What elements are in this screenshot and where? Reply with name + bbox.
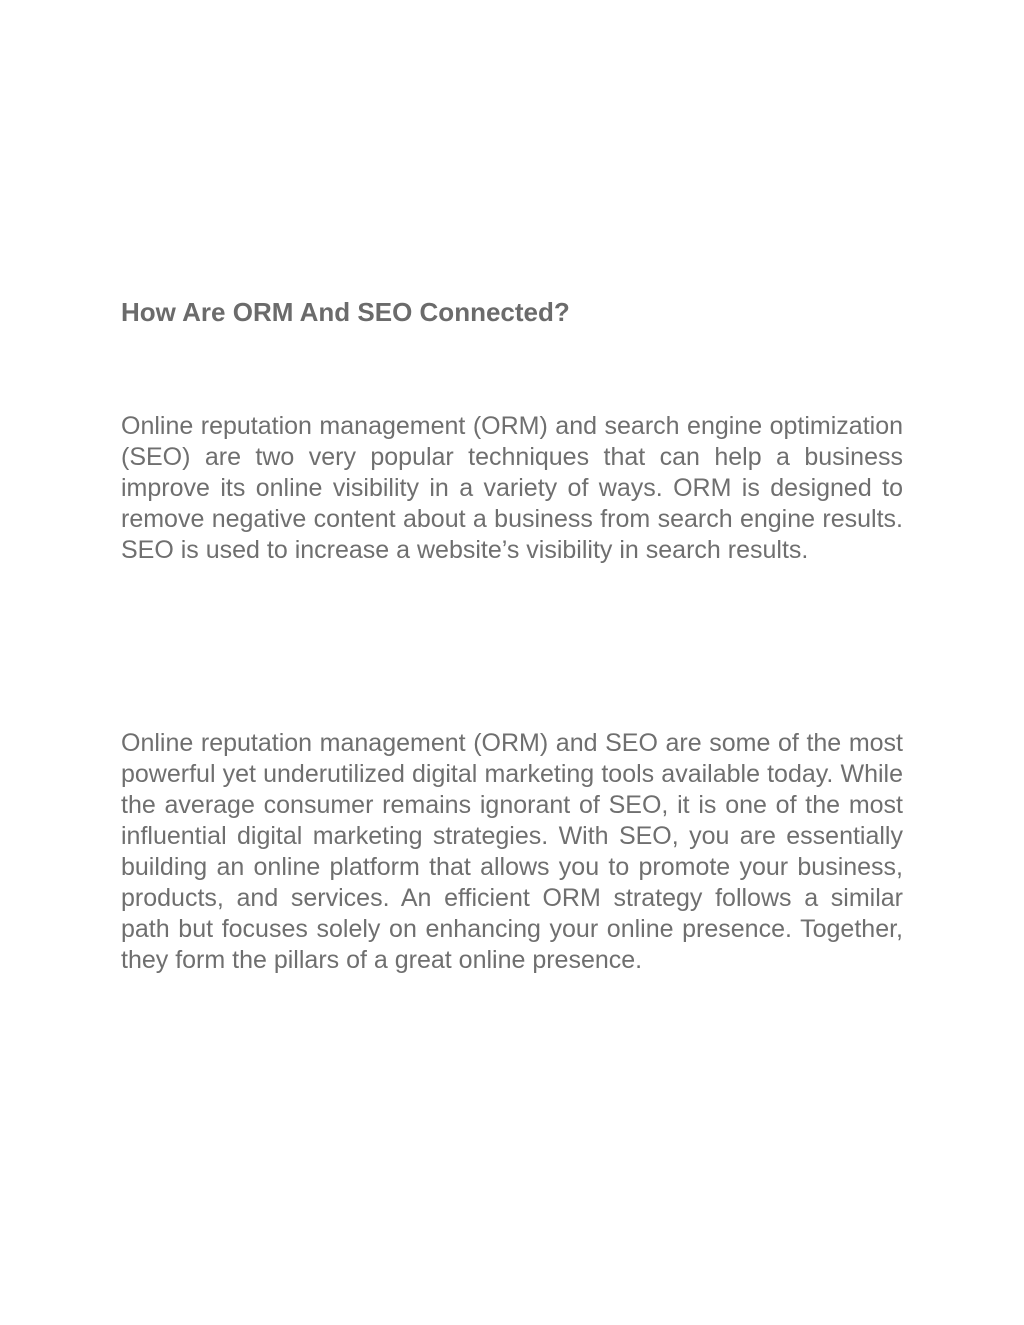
- page-title: How Are ORM And SEO Connected?: [121, 297, 570, 327]
- paragraph-orm-seo-tools: Online reputation management (ORM) and SEO are some of the most powerful yet underutilized digital marketing tools available today. While the average consumer remains ignorant of SEO, it is one of the most influential digital marketing strategies. With SEO, you are essentially building an online platform that allows you to promote your business, products, and services. An efficient ORM strategy follows a similar path but focuses solely on enhancing your online presence. Together, they form the pillars of a great online presence.: [121, 729, 903, 974]
- paragraph-orm-seo-intro: Online reputation management (ORM) and search engine optimization (SEO) are two very popular techniques that can help a business improve its online visibility in a variety of ways. ORM is designed to remove negative content about a business from search engine results. SEO is used to increase a website’s visibility in search results.: [121, 412, 903, 564]
